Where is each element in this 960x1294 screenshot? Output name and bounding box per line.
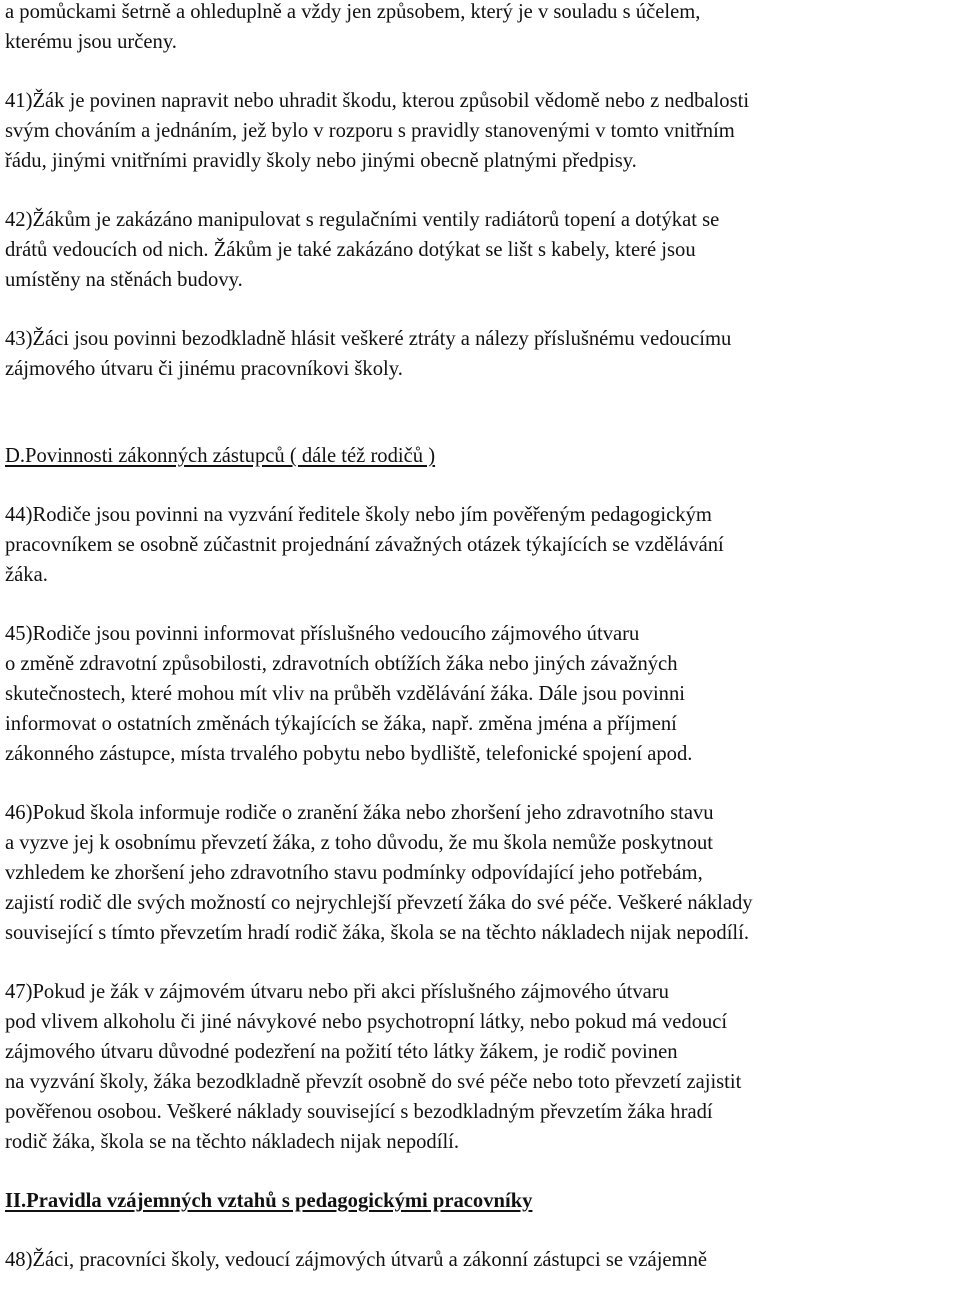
- text-line: kterému jsou určeny.: [5, 31, 177, 53]
- text-line: 46)Pokud škola informuje rodiče o zranění žáka nebo zhoršení jeho zdravotního stavu: [5, 802, 714, 824]
- text-line: zájmového útvaru či jinému pracovníkovi školy.: [5, 358, 403, 380]
- text-line: o změně zdravotní způsobilosti, zdravotních obtížích žáka nebo jiných závažných: [5, 653, 678, 675]
- text-line: svým chováním a jednáním, jež bylo v rozporu s pravidly stanovenými v tomto vnitřním: [5, 120, 735, 142]
- section-heading: D.Povinnosti zákonných zástupců ( dále též rodičů ): [5, 445, 436, 467]
- text-line: pod vlivem alkoholu či jiné návykové nebo psychotropní látky, nebo pokud má vedoucí: [5, 1011, 728, 1033]
- paragraph-42: [5, 205, 960, 295]
- section-ii-heading: [5, 1186, 960, 1216]
- text-line: zákonného zástupce, místa trvalého pobytu nebo bydliště, telefonické spojení apod.: [5, 743, 693, 765]
- text-line: a vyzve jej k osobnímu převzetí žáka, z toho důvodu, že mu škola nemůže poskytnout: [5, 832, 714, 854]
- paragraph-46: [5, 798, 960, 948]
- paragraph-48: [5, 1245, 960, 1275]
- text-line: drátů vedoucích od nich. Žákům je také zakázáno dotýkat se lišt s kabely, které jsou: [5, 239, 696, 261]
- text-line: na vyzvání školy, žáka bezodkladně převzít osobně do své péče nebo toto převzetí zajistit: [5, 1071, 742, 1093]
- section-heading: II.Pravidla vzájemných vztahů s pedagogickými pracovníky: [5, 1190, 533, 1212]
- section-d-heading: [5, 441, 960, 471]
- text-line: 41)Žák je povinen napravit nebo uhradit škodu, kterou způsobil vědomě nebo z nedbalosti: [5, 90, 750, 112]
- paragraph-47: [5, 977, 960, 1157]
- text-line: informovat o ostatních změnách týkajících se žáka, např. změna jména a příjmení: [5, 713, 677, 735]
- text-line: zájmového útvaru důvodné podezření na požití této látky žákem, je rodič povinen: [5, 1041, 678, 1063]
- text-line: skutečnostech, které mohou mít vliv na průběh vzdělávání žáka. Dále jsou povinni: [5, 683, 685, 705]
- text-line: žáka.: [5, 564, 48, 586]
- text-line: pracovníkem se osobně zúčastnit projednání závažných otázek týkajících se vzdělávání: [5, 534, 724, 556]
- text-line: rodič žáka, škola se na těchto nákladech nijak nepodílí.: [5, 1131, 460, 1153]
- text-line: zajistí rodič dle svých možností co nejrychlejší převzetí žáka do své péče. Veškeré náklady: [5, 892, 753, 914]
- text-line: umístěny na stěnách budovy.: [5, 269, 243, 291]
- text-line: 42)Žákům je zakázáno manipulovat s regulačními ventily radiátorů topení a dotýkat se: [5, 209, 720, 231]
- text-line: 48)Žáci, pracovníci školy, vedoucí zájmových útvarů a zákonní zástupci se vzájemně: [5, 1249, 708, 1271]
- intro-paragraph: [5, 0, 960, 57]
- text-line: 43)Žáci jsou povinni bezodkladně hlásit veškeré ztráty a nálezy příslušnému vedoucímu: [5, 328, 732, 350]
- paragraph-43: [5, 324, 960, 384]
- document-body: [5, 0, 960, 1275]
- paragraph-41: [5, 86, 960, 176]
- text-line: vzhledem ke zhoršení jeho zdravotního stavu podmínky odpovídající jeho potřebám,: [5, 862, 703, 884]
- text-line: 44)Rodiče jsou povinni na vyzvání ředitele školy nebo jím pověřeným pedagogickým: [5, 504, 712, 526]
- text-line: a pomůckami šetrně a ohleduplně a vždy jen způsobem, který je v souladu s účelem,: [5, 1, 701, 23]
- text-line: 47)Pokud je žák v zájmovém útvaru nebo při akci příslušného zájmového útvaru: [5, 981, 669, 1003]
- text-line: související s tímto převzetím hradí rodič žáka, škola se na těchto nákladech nijak nepodílí.: [5, 922, 750, 944]
- text-line: 45)Rodiče jsou povinni informovat příslušného vedoucího zájmového útvaru: [5, 623, 640, 645]
- paragraph-44: [5, 500, 960, 590]
- paragraph-45: [5, 619, 960, 769]
- text-line: pověřenou osobou. Veškeré náklady související s bezodkladným převzetím žáka hradí: [5, 1101, 713, 1123]
- text-line: řádu, jinými vnitřními pravidly školy nebo jinými obecně platnými předpisy.: [5, 150, 637, 172]
